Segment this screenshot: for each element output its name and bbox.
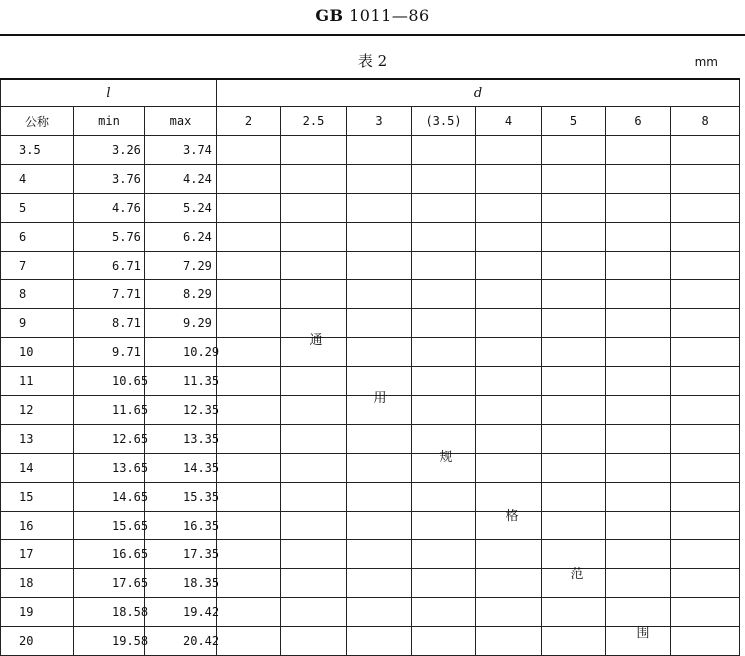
cell-nominal: 18 bbox=[1, 569, 74, 598]
table-unit: mm bbox=[694, 55, 718, 69]
standard-code: GB bbox=[315, 6, 344, 25]
cell-d-6 bbox=[606, 453, 671, 482]
range-label-char: 用 bbox=[373, 391, 387, 406]
cell-d-1 bbox=[281, 251, 347, 280]
cell-d-3 bbox=[412, 540, 476, 569]
cell-max: 9.29 bbox=[145, 309, 217, 338]
cell-min: 7.71 bbox=[74, 280, 145, 309]
cell-d-5 bbox=[542, 396, 606, 425]
column-header-l-2: max bbox=[145, 107, 217, 136]
table-row bbox=[1, 482, 740, 511]
cell-d-2 bbox=[347, 193, 412, 222]
cell-nominal: 10 bbox=[1, 338, 74, 367]
cell-min: 5.76 bbox=[74, 222, 145, 251]
cell-nominal: 3.5 bbox=[1, 136, 74, 165]
cell-d-4 bbox=[476, 396, 542, 425]
cell-max: 20.42 bbox=[145, 627, 217, 656]
cell-d-5 bbox=[542, 511, 606, 540]
cell-d-2 bbox=[347, 164, 412, 193]
table-row bbox=[1, 569, 740, 598]
cell-d-4 bbox=[476, 540, 542, 569]
cell-min: 3.26 bbox=[74, 136, 145, 165]
cell-nominal: 13 bbox=[1, 424, 74, 453]
cell-d-2 bbox=[347, 251, 412, 280]
cell-d-6 bbox=[606, 222, 671, 251]
cell-min: 19.58 bbox=[74, 627, 145, 656]
table-row bbox=[1, 511, 740, 540]
cell-d-5 bbox=[542, 193, 606, 222]
cell-d-5 bbox=[542, 309, 606, 338]
cell-max: 19.42 bbox=[145, 598, 217, 627]
cell-min: 16.65 bbox=[74, 540, 145, 569]
cell-d-7 bbox=[671, 569, 740, 598]
cell-d-1 bbox=[281, 627, 347, 656]
column-header-l-1: min bbox=[74, 107, 145, 136]
cell-d-0 bbox=[217, 164, 281, 193]
cell-d-4 bbox=[476, 164, 542, 193]
cell-max: 3.74 bbox=[145, 136, 217, 165]
cell-d-5 bbox=[542, 222, 606, 251]
cell-d-3 bbox=[412, 309, 476, 338]
group-header-row bbox=[1, 79, 740, 107]
cell-d-3 bbox=[412, 164, 476, 193]
column-header-l-0: 公称 bbox=[1, 107, 74, 136]
cell-d-3 bbox=[412, 136, 476, 165]
table-row bbox=[1, 136, 740, 165]
cell-d-0 bbox=[217, 424, 281, 453]
cell-d-3 bbox=[412, 367, 476, 396]
cell-d-7 bbox=[671, 309, 740, 338]
cell-d-1 bbox=[281, 367, 347, 396]
cell-d-0 bbox=[217, 540, 281, 569]
cell-d-1 bbox=[281, 136, 347, 165]
cell-d-0 bbox=[217, 193, 281, 222]
cell-d-7 bbox=[671, 598, 740, 627]
cell-d-0 bbox=[217, 136, 281, 165]
range-label-char: 格 bbox=[505, 509, 519, 524]
cell-min: 15.65 bbox=[74, 511, 145, 540]
cell-d-1 bbox=[281, 424, 347, 453]
cell-d-6 bbox=[606, 569, 671, 598]
cell-d-3 bbox=[412, 222, 476, 251]
cell-d-4 bbox=[476, 569, 542, 598]
standard-number: 1011—86 bbox=[349, 6, 430, 25]
cell-min: 6.71 bbox=[74, 251, 145, 280]
cell-d-7 bbox=[671, 396, 740, 425]
cell-d-1 bbox=[281, 280, 347, 309]
cell-d-3 bbox=[412, 280, 476, 309]
cell-d-6 bbox=[606, 309, 671, 338]
column-header-d-5: 5 bbox=[542, 107, 606, 136]
cell-nominal: 16 bbox=[1, 511, 74, 540]
cell-d-6 bbox=[606, 540, 671, 569]
cell-d-2 bbox=[347, 338, 412, 367]
cell-d-4 bbox=[476, 193, 542, 222]
cell-d-7 bbox=[671, 482, 740, 511]
cell-d-4 bbox=[476, 627, 542, 656]
cell-d-6 bbox=[606, 136, 671, 165]
cell-min: 12.65 bbox=[74, 424, 145, 453]
table-row bbox=[1, 627, 740, 656]
cell-nominal: 11 bbox=[1, 367, 74, 396]
cell-d-6 bbox=[606, 482, 671, 511]
cell-d-7 bbox=[671, 251, 740, 280]
cell-min: 4.76 bbox=[74, 193, 145, 222]
cell-d-6 bbox=[606, 251, 671, 280]
table-row bbox=[1, 193, 740, 222]
cell-d-5 bbox=[542, 627, 606, 656]
cell-d-4 bbox=[476, 222, 542, 251]
cell-nominal: 14 bbox=[1, 453, 74, 482]
table-row bbox=[1, 164, 740, 193]
table-row bbox=[1, 338, 740, 367]
cell-d-2 bbox=[347, 453, 412, 482]
cell-d-7 bbox=[671, 136, 740, 165]
cell-d-2 bbox=[347, 598, 412, 627]
cell-max: 4.24 bbox=[145, 164, 217, 193]
cell-max: 10.29 bbox=[145, 338, 217, 367]
cell-d-0 bbox=[217, 338, 281, 367]
cell-d-0 bbox=[217, 396, 281, 425]
group-header-l bbox=[1, 79, 217, 107]
cell-d-2 bbox=[347, 482, 412, 511]
range-label-char: 范 bbox=[570, 567, 584, 582]
cell-d-5 bbox=[542, 453, 606, 482]
cell-nominal: 15 bbox=[1, 482, 74, 511]
cell-d-1 bbox=[281, 453, 347, 482]
cell-d-2 bbox=[347, 424, 412, 453]
cell-nominal: 7 bbox=[1, 251, 74, 280]
cell-max: 13.35 bbox=[145, 424, 217, 453]
cell-d-0 bbox=[217, 598, 281, 627]
column-header-d-2: 3 bbox=[347, 107, 412, 136]
column-header-d-7: 8 bbox=[671, 107, 740, 136]
cell-max: 6.24 bbox=[145, 222, 217, 251]
range-label-char: 规 bbox=[439, 450, 453, 465]
cell-d-1 bbox=[281, 164, 347, 193]
cell-d-1 bbox=[281, 511, 347, 540]
cell-d-5 bbox=[542, 598, 606, 627]
cell-max: 8.29 bbox=[145, 280, 217, 309]
cell-d-4 bbox=[476, 598, 542, 627]
cell-d-0 bbox=[217, 511, 281, 540]
cell-min: 13.65 bbox=[74, 453, 145, 482]
cell-d-7 bbox=[671, 193, 740, 222]
cell-max: 15.35 bbox=[145, 482, 217, 511]
cell-min: 9.71 bbox=[74, 338, 145, 367]
cell-nominal: 17 bbox=[1, 540, 74, 569]
cell-d-7 bbox=[671, 453, 740, 482]
cell-d-3 bbox=[412, 396, 476, 425]
table-row bbox=[1, 540, 740, 569]
cell-d-2 bbox=[347, 569, 412, 598]
cell-d-6 bbox=[606, 193, 671, 222]
cell-d-6 bbox=[606, 280, 671, 309]
cell-d-0 bbox=[217, 453, 281, 482]
cell-d-0 bbox=[217, 280, 281, 309]
table-caption: 表 2 bbox=[357, 52, 388, 70]
cell-d-2 bbox=[347, 136, 412, 165]
cell-d-7 bbox=[671, 164, 740, 193]
cell-max: 12.35 bbox=[145, 396, 217, 425]
cell-d-2 bbox=[347, 511, 412, 540]
cell-d-7 bbox=[671, 424, 740, 453]
table-row bbox=[1, 309, 740, 338]
cell-d-0 bbox=[217, 251, 281, 280]
d-symbol: d bbox=[473, 85, 483, 101]
cell-min: 10.65 bbox=[74, 367, 145, 396]
cell-d-0 bbox=[217, 222, 281, 251]
cell-nominal: 6 bbox=[1, 222, 74, 251]
cell-d-2 bbox=[347, 222, 412, 251]
cell-d-1 bbox=[281, 598, 347, 627]
cell-min: 8.71 bbox=[74, 309, 145, 338]
cell-max: 17.35 bbox=[145, 540, 217, 569]
cell-d-1 bbox=[281, 482, 347, 511]
cell-d-0 bbox=[217, 309, 281, 338]
cell-min: 14.65 bbox=[74, 482, 145, 511]
cell-d-7 bbox=[671, 338, 740, 367]
cell-d-6 bbox=[606, 511, 671, 540]
cell-d-6 bbox=[606, 367, 671, 396]
cell-d-3 bbox=[412, 482, 476, 511]
cell-d-5 bbox=[542, 251, 606, 280]
cell-d-4 bbox=[476, 424, 542, 453]
cell-d-3 bbox=[412, 598, 476, 627]
l-symbol: l bbox=[106, 85, 111, 101]
table-row bbox=[1, 280, 740, 309]
cell-d-3 bbox=[412, 338, 476, 367]
cell-d-3 bbox=[412, 511, 476, 540]
cell-nominal: 20 bbox=[1, 627, 74, 656]
cell-nominal: 8 bbox=[1, 280, 74, 309]
cell-max: 16.35 bbox=[145, 511, 217, 540]
cell-d-4 bbox=[476, 136, 542, 165]
cell-min: 18.58 bbox=[74, 598, 145, 627]
top-rule bbox=[0, 34, 745, 36]
dimension-table bbox=[0, 78, 740, 656]
cell-d-5 bbox=[542, 367, 606, 396]
cell-d-7 bbox=[671, 367, 740, 396]
cell-d-1 bbox=[281, 569, 347, 598]
cell-d-0 bbox=[217, 627, 281, 656]
table-row bbox=[1, 222, 740, 251]
cell-d-4 bbox=[476, 338, 542, 367]
column-header-row bbox=[1, 107, 740, 136]
cell-min: 11.65 bbox=[74, 396, 145, 425]
cell-max: 18.35 bbox=[145, 569, 217, 598]
table-row bbox=[1, 453, 740, 482]
cell-d-2 bbox=[347, 540, 412, 569]
table-row bbox=[1, 251, 740, 280]
cell-d-3 bbox=[412, 251, 476, 280]
cell-d-5 bbox=[542, 280, 606, 309]
range-label-char: 围 bbox=[636, 626, 650, 641]
cell-min: 17.65 bbox=[74, 569, 145, 598]
cell-nominal: 12 bbox=[1, 396, 74, 425]
cell-d-1 bbox=[281, 396, 347, 425]
cell-d-6 bbox=[606, 338, 671, 367]
table-row bbox=[1, 424, 740, 453]
cell-d-2 bbox=[347, 280, 412, 309]
cell-nominal: 4 bbox=[1, 164, 74, 193]
column-header-d-3: (3.5) bbox=[412, 107, 476, 136]
cell-max: 7.29 bbox=[145, 251, 217, 280]
standard-title bbox=[0, 6, 745, 25]
column-header-d-6: 6 bbox=[606, 107, 671, 136]
cell-nominal: 5 bbox=[1, 193, 74, 222]
cell-d-1 bbox=[281, 193, 347, 222]
column-header-d-1: 2.5 bbox=[281, 107, 347, 136]
column-header-d-4: 4 bbox=[476, 107, 542, 136]
cell-min: 3.76 bbox=[74, 164, 145, 193]
cell-d-4 bbox=[476, 251, 542, 280]
cell-nominal: 19 bbox=[1, 598, 74, 627]
cell-d-6 bbox=[606, 424, 671, 453]
cell-d-5 bbox=[542, 424, 606, 453]
cell-d-7 bbox=[671, 280, 740, 309]
cell-d-0 bbox=[217, 482, 281, 511]
cell-d-5 bbox=[542, 482, 606, 511]
group-header-d bbox=[217, 79, 740, 107]
cell-d-7 bbox=[671, 540, 740, 569]
cell-d-5 bbox=[542, 338, 606, 367]
cell-nominal: 9 bbox=[1, 309, 74, 338]
cell-d-7 bbox=[671, 511, 740, 540]
cell-max: 14.35 bbox=[145, 453, 217, 482]
table-row bbox=[1, 598, 740, 627]
cell-d-3 bbox=[412, 569, 476, 598]
cell-d-5 bbox=[542, 164, 606, 193]
cell-d-6 bbox=[606, 396, 671, 425]
cell-d-1 bbox=[281, 222, 347, 251]
cell-d-2 bbox=[347, 309, 412, 338]
cell-d-4 bbox=[476, 309, 542, 338]
cell-d-0 bbox=[217, 569, 281, 598]
cell-d-4 bbox=[476, 453, 542, 482]
cell-max: 5.24 bbox=[145, 193, 217, 222]
cell-d-3 bbox=[412, 627, 476, 656]
column-header-d-0: 2 bbox=[217, 107, 281, 136]
cell-d-7 bbox=[671, 627, 740, 656]
cell-d-7 bbox=[671, 222, 740, 251]
cell-d-1 bbox=[281, 540, 347, 569]
cell-d-4 bbox=[476, 367, 542, 396]
cell-d-4 bbox=[476, 280, 542, 309]
cell-d-6 bbox=[606, 164, 671, 193]
cell-d-2 bbox=[347, 627, 412, 656]
cell-max: 11.35 bbox=[145, 367, 217, 396]
cell-d-5 bbox=[542, 136, 606, 165]
cell-d-3 bbox=[412, 193, 476, 222]
cell-d-0 bbox=[217, 367, 281, 396]
range-label-char: 通 bbox=[309, 333, 323, 348]
